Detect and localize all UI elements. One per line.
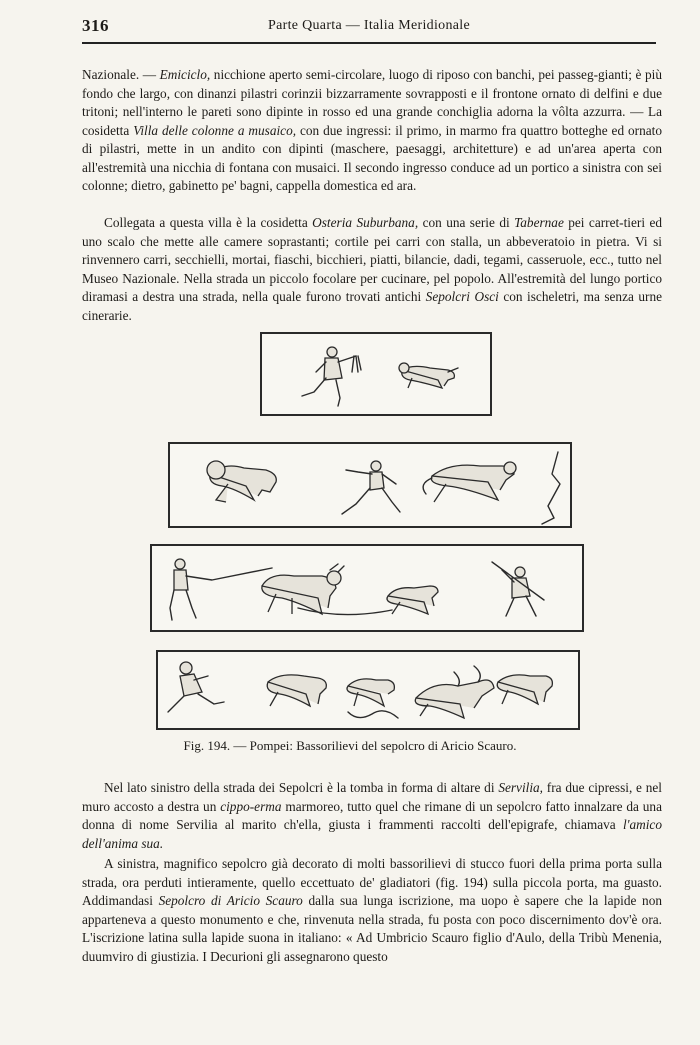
text-run: marmoreo, tutto quel che rimane di un sepolcro fatto innalzare da una donna di nome Servilia al marito ch'ella, giusta i frammenti raccolti dell'epigrafe, chiamava — [82, 798, 662, 832]
figure-caption — [0, 738, 700, 754]
relief-hunter-and-pack — [158, 652, 578, 728]
text-run: pei carret-tieri ed uno scalo che mette alle camere soprastanti; cortile pei carri con stalla, un abbeveratoio in pietra. Vi si rinvennero carri, secchielli, mortai, fiaschi, bicchieri, piatti, bilancie, dadi, tegami, casseruole, ecc., tutto nel Museo Nazionale. Nella strada un piccolo focolare per cucinare, pel popolo. All'estremità del lungo portico diramasi a destra una strada, nella quale furono trovati antichi — [82, 215, 662, 304]
text-run: Tabernae — [514, 215, 564, 230]
relief-panel-2 — [168, 442, 572, 528]
page-number: 316 — [82, 16, 109, 35]
text-run: con due ingressi: il primo, in marmo fra quattro botteghe ed ornato di pilastri, mette in un andito con dipinti (maschere, paesaggi, architetture) e ad un'area aperta con all'estremità una nicchia di fontana con musaici. Il secondo ingresso conduce ad un portico a sinistra con sei colonne; dietro, gabinetto pe' bagni, cappella domestica ed ara. — [82, 122, 662, 193]
figure-label: Fig. 194. — — [183, 738, 247, 753]
text-run: con una serie di — [418, 215, 515, 230]
text-run: cippo-erma — [220, 798, 282, 814]
text-run: nicchione aperto semi-circolare, luogo di riposo con banchi, pei passeg-gianti; è più fondo che largo, con dinanzi pilastri corinzii bizzarramente sovrapposti e il frontone ornato di delfini e due tritoni; nell'interno le pareti sono dipinte in rosso ed una grande conchiglia adorna la vôlta azzurra. — La cosidetta — [82, 67, 663, 138]
relief-man-and-dog — [262, 334, 490, 414]
relief-panel-4 — [156, 650, 580, 730]
text-run: A sinistra, magnifico sepolcro già decorato di molti bassorilievi di stucco fuori della prima porta sulla strada, ora perduti intieramente, quello eccettuato de' gladiatori (fig. 194) sulla piccola porta, ma guasto. Addimandasi — [82, 856, 662, 908]
relief-bull-and-dog-hunt — [152, 546, 582, 630]
text-run: Villa delle colonne a musaico, — [133, 122, 297, 138]
text-run: Osteria Suburbana, — [312, 215, 419, 230]
text-run: fra due cipressi, e nel muro accosto a destra un — [82, 780, 662, 814]
relief-panel-1 — [260, 332, 492, 416]
paragraph-emiciclo — [82, 66, 662, 196]
text-run: l'amico dell'anima sua. — [82, 817, 662, 851]
text-run: dalla sua lunga iscrizione, ma uopo è sapere che la lapide non apparteneva a questo monumento e che, rinvenuta nella strada, fu posta con poco discernimento dov'è ora. L'iscrizione latina sulla lapide suona in italiano: « Ad Umbricio Scauro figlio d'Aulo, della Tribù Menenia, duumviro di giustizia. I Decurioni gli assegnarono questo — [82, 893, 662, 964]
text-run: Sepolcri Osci — [425, 289, 499, 304]
page-header — [82, 14, 656, 44]
text-run: con ischeletri, ma senza urne cinerarie. — [82, 289, 663, 323]
paragraph-scauro — [82, 855, 662, 966]
relief-panel-3 — [150, 544, 584, 632]
text-run: Nazionale. — — [82, 67, 160, 82]
paragraph-osteria — [82, 214, 662, 325]
text-run: Emiciclo, — [159, 67, 211, 82]
figure-bas-reliefs — [150, 332, 580, 727]
text-run: Nel lato sinistro della strada dei Sepolcri è la tomba in forma di altare di — [104, 780, 499, 795]
figure-caption-text: Pompei: Bassorilievi del sepolcro di Aricio Scauro. — [249, 738, 517, 753]
paragraph-servilia — [82, 779, 662, 853]
text-run: Servilia, — [498, 780, 543, 795]
text-run: Collegata a questa villa è la cosidetta — [104, 215, 313, 230]
text-run: Sepolcro di Aricio Scauro — [158, 893, 303, 908]
relief-lion-hunter-lioness — [170, 444, 570, 526]
running-head: Parte Quarta — Italia Meridionale — [268, 18, 470, 33]
